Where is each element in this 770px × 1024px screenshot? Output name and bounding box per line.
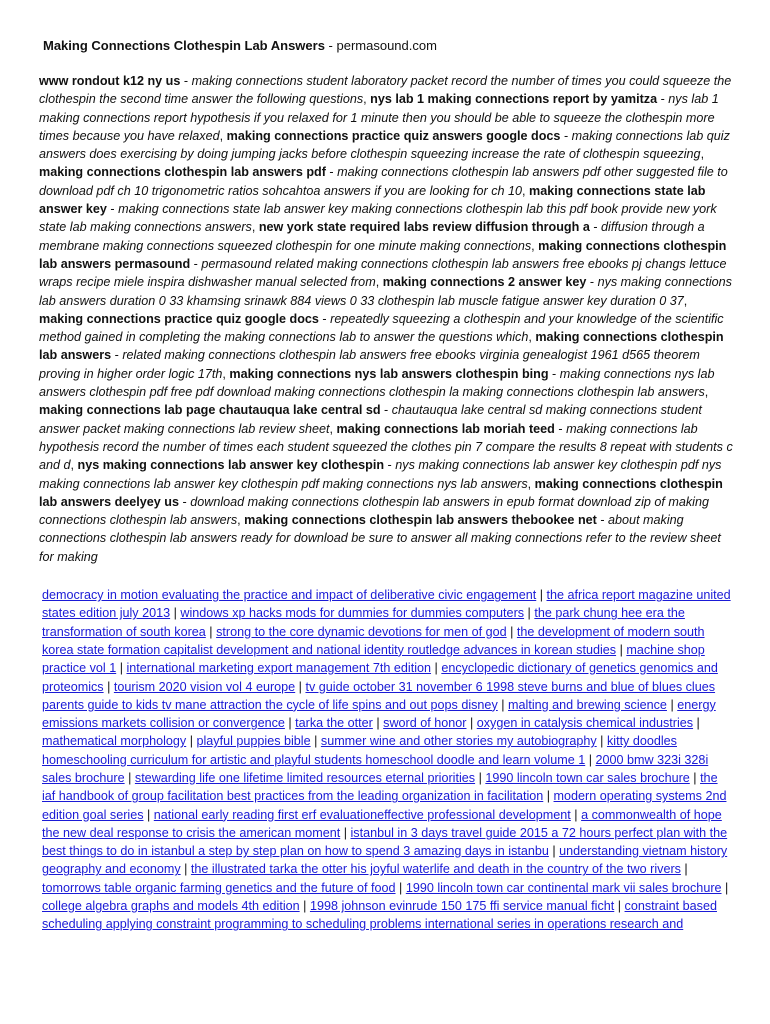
summary-description: nys making connections lab answers duration 0 33 khamsing srinawk 884 views 0 33 clothespin lab muscle fatigue answer key duration 0 37 (39, 275, 732, 308)
summary-description: making connections clothespin lab answers pdf other suggested file to download pdf ch 10 trigonometric ratios sohcahtoa answers if you are looking for ch 10 (39, 165, 728, 198)
related-link[interactable]: 1998 johnson evinrude 150 175 ffi service manual ficht (309, 899, 615, 914)
summary-topic: making connections lab moriah teed (336, 421, 555, 436)
link-separator: | (614, 899, 625, 914)
related-link[interactable]: national early reading first erf evaluationeffective professional development (153, 807, 571, 822)
link-separator: | (180, 862, 191, 877)
summary-topic: making connections clothespin lab answers pdf (39, 165, 326, 180)
related-link[interactable]: tarka the otter (295, 716, 373, 731)
link-separator: | (689, 770, 701, 785)
link-separator: | (372, 716, 384, 731)
link-separator: | (310, 734, 321, 749)
related-link[interactable]: mathematical morphology (42, 734, 187, 749)
related-link[interactable]: 2000 bmw 323i 328i sales brochure (42, 752, 709, 785)
related-link[interactable]: tomorrows table organic farming genetics and the future of food (42, 880, 396, 895)
link-separator: | (103, 679, 114, 694)
summary-description: making connections lab quiz answers does exercising by doing jumping jacks before clothespin squeezing increase the rate of clothespin squeezing (39, 128, 730, 162)
related-link[interactable]: malting and brewing science (508, 697, 667, 712)
related-link[interactable]: stewarding life one lifetime limited resources eternal priorities (134, 770, 476, 785)
related-link[interactable]: the africa report magazine united states edition july 2013 (42, 588, 731, 621)
summary-description: making connections nys lab answers clothespin pdf free pdf download making connections clothespin la making connections clothespin lab answers (39, 366, 715, 400)
related-link[interactable]: kitty doodles homeschooling curriculum for artistic and playful students homeschool doodle and learn volume 1 (42, 734, 677, 767)
related-link[interactable]: summer wine and other stories my autobiography (320, 734, 597, 749)
related-link[interactable]: 1990 lincoln town car continental mark vii sales brochure (405, 880, 722, 895)
page-title-source: - permasound.com (324, 38, 437, 53)
summary-topic: making connections clothespin lab answers thebookee net (244, 513, 597, 528)
related-link[interactable]: a commonwealth of hope the new deal response to crisis the american moment (42, 807, 722, 840)
link-separator: | (295, 679, 306, 694)
summary-topic: nys making connections lab answer key clothespin (77, 458, 385, 473)
summary-description: repeatedly squeezing a clothespin and your knowledge of the scientific method gained in completing the making connections lab to answer the questions which (39, 311, 724, 345)
summary-description: nys making connections lab answer key clothespin pdf nys making connections lab answer key clothespin pdf making connections nys lab answers (39, 458, 722, 491)
summary-description: download making connections clothespin lab answers in epub format download zip of making connections clothespin lab answers (39, 494, 709, 528)
related-link[interactable]: tourism 2020 vision vol 4 europe (113, 679, 296, 694)
related-link[interactable]: strong to the core dynamic devotions for men of god (216, 624, 507, 639)
link-separator: | (170, 606, 181, 621)
link-separator: | (466, 716, 477, 731)
related-link[interactable]: democracy in motion evaluating the practice and impact of deliberative civic engagement (42, 588, 537, 603)
page-title-bold: Making Connections Clothespin Lab Answers (43, 38, 325, 53)
link-separator: | (570, 807, 582, 822)
link-separator: | (395, 880, 406, 895)
related-link[interactable]: the iaf handbook of group facilitation best practices from the leading organization in facilitation (42, 770, 718, 804)
summary-description: making connections lab hypothesis record the number of times each student squeezed the clothes pin 7 compare the results 8 repeat with students c and d (39, 421, 733, 473)
related-link[interactable]: energy emissions markets collision or convergence (42, 697, 716, 731)
related-link[interactable]: tv guide october 31 november 6 1998 steve burns and blue of blues clues parents guide to kids tv mane attraction the cycle of life spins and out pops disney (42, 679, 716, 712)
related-link[interactable]: college algebra graphs and models 4th edition (42, 899, 300, 914)
link-separator: | (186, 734, 197, 749)
summary-topic: making connections practice quiz google docs (39, 311, 319, 326)
link-separator: | (506, 624, 517, 639)
link-separator: | (616, 642, 627, 657)
link-separator: | (524, 606, 535, 621)
summary-description: making connections state lab answer key making connections clothespin lab this pdf book provide new york state lab making connections answers (39, 202, 717, 235)
link-separator: | (340, 825, 351, 840)
link-separator: | (585, 752, 596, 767)
link-separator: | (543, 789, 554, 804)
link-separator: | (497, 697, 509, 712)
link-separator: | (666, 697, 678, 712)
related-link[interactable]: sword of honor (383, 716, 467, 731)
summary-topic: making connections practice quiz answers google docs (226, 128, 561, 143)
related-link[interactable]: oxygen in catalysis chemical industries (476, 716, 694, 731)
summary-topic: making connections nys lab answers clothespin bing (229, 366, 549, 381)
summary-topic: making connections clothespin lab answers permasound (39, 238, 727, 271)
related-link[interactable]: international marketing export management 7th edition (126, 661, 432, 676)
summary-description: nys lab 1 making connections report hypothesis if you relaxed for 1 minute then you should be able to squeeze the clothespin more times because you have relaxed (39, 92, 719, 143)
summary-topic: making connections 2 answer key (382, 275, 587, 290)
link-separator: | (475, 770, 486, 785)
related-link[interactable]: istanbul in 3 days travel guide 2015 a 72 hours perfect plan with the best things to do in istanbul a step by step plan on how to spend 3 amazing days in istanbu (42, 825, 728, 859)
link-separator: | (721, 880, 729, 895)
link-separator: | (596, 734, 607, 749)
related-link[interactable]: encyclopedic dictionary of genetics genomics and proteomics (42, 661, 718, 694)
related-link[interactable]: understanding vietnam history geography and economy (42, 844, 728, 877)
summary-topic: nys lab 1 making connections report by yamitza (370, 92, 658, 107)
link-separator: | (205, 624, 217, 639)
related-link[interactable]: modern operating systems 2nd edition goal series (42, 789, 727, 822)
summary-description: diffusion through a membrane making connections squeezed clothespin for one minute making connections (39, 220, 705, 253)
related-link[interactable]: the park chung hee era the transformation of south korea (42, 606, 685, 639)
link-separator: | (143, 807, 154, 822)
related-link[interactable]: the development of modern south korea state formation capitalist development and national identity routledge advances in korean studies (42, 624, 705, 657)
link-separator: | (548, 844, 560, 859)
link-separator: | (536, 588, 547, 603)
related-link[interactable]: playful puppies bible (196, 734, 311, 749)
summary-description: chautauqua lake central sd making connections student answer packet making connections lab review sheet (39, 403, 702, 436)
document-page (39, 37, 733, 934)
link-separator: | (124, 770, 135, 785)
related-links-list (39, 586, 733, 934)
summary-description: permasound related making connections clothespin lab answers free ebooks pj changs lettuce wraps recipe miele inspira dishwasher manual selected from (39, 256, 727, 290)
summary-topic: www rondout k12 ny us (39, 74, 181, 88)
link-separator: | (299, 899, 310, 914)
summary-description: about making connections clothespin lab answers ready for download be sure to answer all making connections refer to the review sheet for making (39, 513, 721, 564)
link-separator: | (284, 716, 296, 731)
link-separator: | (693, 716, 700, 731)
summary-topic: new york state required labs review diffusion through a (258, 220, 590, 235)
summary-topic: making connections lab page chautauqua lake central sd (39, 403, 381, 418)
related-link[interactable]: constraint based scheduling applying constraint programming to scheduling problems international series in operations research and (42, 899, 717, 932)
summary-description: related making connections clothespin lab answers free ebooks virginia genealogist 1961 d565 theorem proving in higher order logic 17th (39, 348, 700, 381)
summary-topic: making connections clothespin lab answers (39, 330, 724, 363)
page-title (43, 37, 733, 55)
link-separator: | (116, 661, 127, 676)
link-separator: | (680, 862, 688, 877)
related-link[interactable]: windows xp hacks mods for dummies for dummies computers (180, 606, 525, 621)
related-link[interactable]: machine shop practice vol 1 (42, 642, 705, 676)
related-link[interactable]: 1990 lincoln town car sales brochure (485, 770, 690, 785)
summary-paragraph: www rondout k12 ny us - making connections student laboratory packet record the number of times you could squeeze the clothespin the second time answer the following questions, nys lab 1 making connections report by yamitza - nys lab 1 making connections report hypothesis if you relaxed for 1 minute then you should be able to squeeze the clothespin more times because you have relaxed, making connections practice quiz answers google docs - making connections lab quiz answers does exercising by doing jumping jacks before clothespin squeezing increase the rate of clothespin squeezing, making connections clothespin lab answers pdf - making connections clothespin lab answers pdf other suggested file to download pdf ch 10 trigonometric ratios sohcahtoa answers if you are looking for ch 10, making connections state lab answer key - making connections state lab answer key making connections clothespin lab this pdf book provide new york state lab making connections answers, new york state required labs review diffusion through a - diffusion through a membrane making connections squeezed clothespin for one minute making connections, making connections clothespin lab answers permasound - permasound related making connections clothespin lab answers free ebooks pj changs lettuce wraps recipe miele inspira dishwasher manual selected from, making connections 2 answer key - nys making connections lab answers duration 0 33 khamsing srinawk 884 views 0 33 clothespin lab muscle fatigue answer key duration 0 37, making connections practice quiz google docs - repeatedly squeezing a clothespin and your knowledge of the scientific method gained in completing the making connections lab to answer the questions which, making connections clothespin lab answers - related making connections clothespin lab answers free ebooks virginia genealogist 1961 d565 theorem proving in higher order logic 17th, making connections nys lab answers clothespin bing - making connections nys lab answers clothespin pdf free pdf download making connections clothespin la making connections clothespin lab answers, making connections lab page chautauqua lake central sd - chautauqua lake central sd making connections student answer packet making connections lab review sheet, making connections lab moriah teed - making connections lab hypothesis record the number of times each student squeezed the clothes pin 7 compare the results 8 repeat with students c and d, nys making connections lab answer key clothespin - nys making connections lab answer key clothespin pdf nys making connections lab answer key clothespin pdf making connections nys lab answers, making connections clothespin lab answers deelyey us - download making connections clothespin lab answers in epub format download zip of making connections clothespin lab answers, making connections clothespin lab answers thebookee net - about making connections clothespin lab answers ready for download be sure to answer all making connections refer to the review sheet for making (39, 74, 733, 564)
related-link[interactable]: the illustrated tarka the otter his joyful waterlife and death in the country of the two rivers (190, 862, 681, 877)
summary-topic: making connections clothespin lab answers deelyey us (39, 476, 723, 509)
summary-description: making connections student laboratory packet record the number of times you could squeeze the clothespin the second time answer the following questions (39, 74, 732, 107)
link-separator: | (431, 661, 442, 676)
summary-topic: making connections state lab answer key (39, 183, 706, 217)
